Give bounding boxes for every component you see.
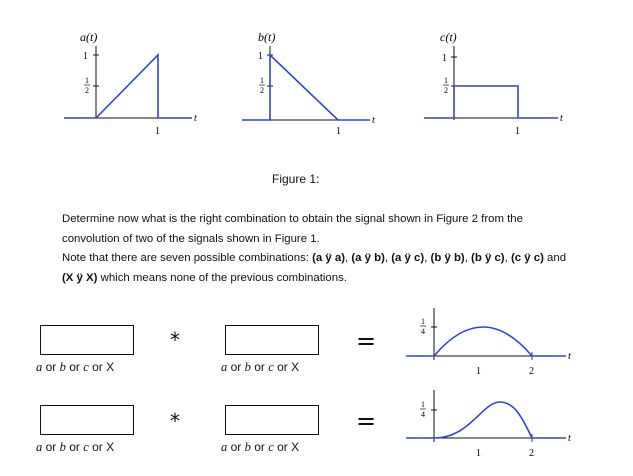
result-tick-den: 4 [421, 327, 425, 336]
result-tick-den: 4 [421, 410, 425, 419]
x-tick-2: 2 [529, 366, 534, 377]
signal-a-label: a(t) [80, 30, 98, 44]
combo-aa: (a ÿ a) [312, 252, 346, 265]
figure1-caption: Figure 1: [272, 172, 320, 186]
instructions-text [62, 210, 622, 288]
combo-bb: (b ÿ b) [430, 252, 465, 265]
row1-left-options: a or b or c or X [36, 360, 115, 374]
x-tick-2: 2 [529, 448, 534, 459]
signal-c-plot [418, 28, 578, 138]
row2-result-curve [406, 402, 566, 438]
combo-bc: (b ÿ c) [471, 252, 505, 265]
row2-left-answer-box[interactable] [40, 405, 134, 435]
row1-result-curve [406, 327, 566, 356]
row1-convolution-operator: * [170, 328, 180, 352]
row2-equals-sign: = [356, 407, 377, 435]
tick-one: 1 [442, 53, 447, 64]
tick-half-num: 1 [85, 76, 89, 85]
row1-result-plot [390, 300, 590, 382]
row1-equals-sign: = [356, 327, 377, 355]
instructions-line-4-suffix: which means none of the previous combinations. [97, 271, 347, 284]
instructions-line-2: convolution of two of the signals shown in Figure 1. [62, 232, 320, 245]
combo-cc: (c ÿ c) [510, 252, 544, 265]
instructions-line-3: Note that there are seven possible combinations: (a ÿ a), (a ÿ b), (a ÿ c), (b ÿ b), (b ÿ c), (c ÿ c) and [62, 252, 567, 265]
row1-right-options: a or b or c or X [221, 360, 300, 374]
row2-convolution-operator: * [170, 409, 180, 433]
tick-half-num: 1 [444, 76, 448, 85]
axis-var: t [194, 113, 197, 124]
signal-b-label: b(t) [258, 30, 276, 44]
result-tick-num: 1 [421, 400, 425, 409]
tick-half-den: 2 [444, 86, 448, 95]
tick-half-num: 1 [260, 76, 264, 85]
signal-a-curve [64, 55, 192, 118]
x-tick-1: 1 [515, 126, 520, 137]
row1-right-answer-box[interactable] [225, 325, 319, 355]
result-tick-num: 1 [421, 317, 425, 326]
tick-one: 1 [258, 51, 263, 62]
combo-ab: (a ÿ b) [351, 252, 385, 265]
instructions-line-1: Determine now what is the right combination to obtain the signal shown in Figure 2 from the [62, 213, 523, 225]
signal-b-plot [232, 28, 392, 138]
axis-var: t [372, 115, 375, 126]
instructions-line-4 [62, 269, 622, 289]
x-tick-1: 1 [476, 448, 481, 459]
combo-xx: (X ÿ X) [62, 271, 98, 284]
row2-left-options: a or b or c or X [36, 440, 115, 454]
row1-left-answer-box[interactable] [40, 325, 134, 355]
instructions-line-3-prefix: Note that there are seven possible combinations: [62, 252, 313, 265]
combo-ac: (a ÿ c) [391, 252, 425, 265]
axis-var: t [568, 433, 571, 444]
tick-half-den: 2 [85, 86, 89, 95]
signal-c-label: c(t) [440, 30, 457, 44]
row2-right-options: a or b or c or X [221, 440, 300, 454]
signal-a-plot [60, 28, 210, 138]
x-tick-1: 1 [476, 366, 481, 377]
tick-one: 1 [83, 51, 88, 62]
axis-var: t [568, 351, 571, 362]
row2-result-plot [390, 382, 590, 464]
row2-right-answer-box[interactable] [225, 405, 319, 435]
x-tick-1: 1 [336, 126, 341, 137]
tick-half-den: 2 [260, 86, 264, 95]
axis-var: t [560, 113, 563, 124]
x-tick-1: 1 [155, 126, 160, 137]
